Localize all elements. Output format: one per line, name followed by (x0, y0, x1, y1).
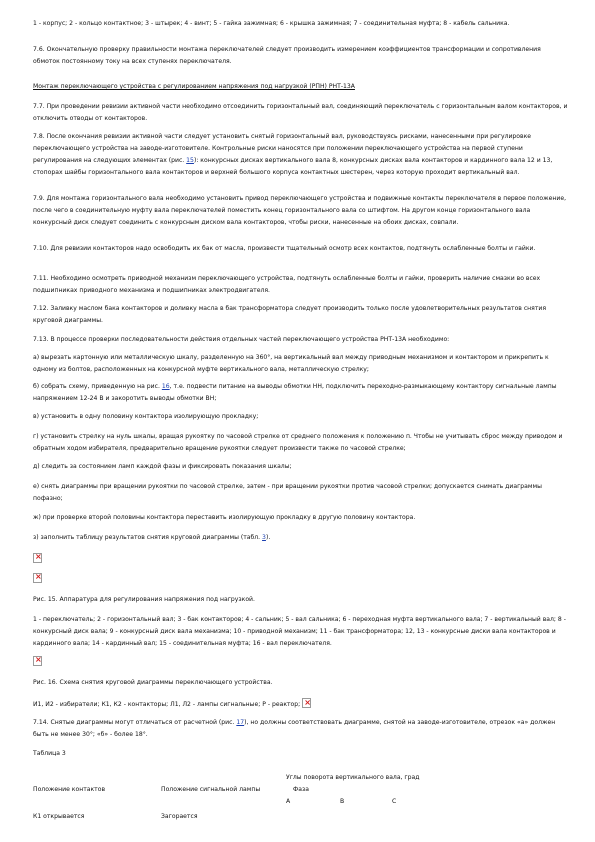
table-header-lamp: Положение сигнальной лампы (161, 786, 261, 793)
table-3-link[interactable]: 3 (262, 534, 266, 541)
table-row-1-contacts: К1 открывается (33, 813, 85, 820)
broken-image-icon (33, 553, 42, 563)
table-header-phase-c: C (392, 798, 397, 805)
paragraph-7-14-part-b: ), но должны соответствовать диаграмме, снятой на заводе-изготовителе, отрезок «а» должен быть не менее 30°; «б» - более 18°. (33, 719, 556, 738)
item-a-text: а) вырезать картонную или металлическую шкалу, разделенную на 360°, на вертикальный вал между приводным механизмом и контактором и прикрепить к одному из болтов, расположенных на конкурсной муфте вертикального вала, металлическую стрелку; (33, 354, 549, 373)
paragraph-7-11-text: 7.11. Необходимо осмотреть приводной механизм переключающего устройства, подтянуть ослабленные болты и гайки, проверить наличие смазки во всех подшипниках приводного механизма и подшипниках электродвигателя. (33, 275, 541, 294)
paragraph-7-6 (33, 44, 568, 68)
paragraph-7-12-text: 7.12. Заливку маслом бака контакторов и доливку масла в бак трансформатора следует производить только после удовлетворительных результатов снятия круговой диаграммы. (33, 305, 547, 324)
figure-15-legend-text: 1 - переключатель; 2 - горизонтальный вал; 3 - бак контакторов; 4 - сальник; 5 - вал сальника; 6 - переходная муфта вертикального вала; 7 - вертикальный вал; 8 - конкурсный диск вала; 9 - конкурсный диск вала механизма; 10 - приводной механизм; 11 - бак трансформатора; 12, 13 - конкурсные диски вала контакторов и кардинного вала; 14 - кардинный вал; 15 - соединительная муфта; 16 - вал переключателя. (33, 616, 566, 647)
paragraph-7-7-text: 7.7. При проведении ревизии активной части необходимо отсоединить горизонтальный вал, соединяющий переключатель с горизонтальным валом контакторов, и отключить отводы от контакторов. (33, 103, 568, 122)
paragraph-7-10 (33, 243, 568, 255)
item-z-part-a: з) заполнить таблицу результатов снятия круговой диаграммы (табл. (33, 534, 261, 541)
table-title-text: Таблица 3 (33, 750, 66, 757)
figure-17-link[interactable]: 17 (236, 719, 245, 726)
item-a (33, 352, 568, 376)
paragraph-7-14 (33, 717, 568, 741)
intro-legend-text: 1 - корпус; 2 - кольцо контактное; 3 - штырек; 4 - винт; 5 - гайка зажимная; 6 - крышка зажимная; 7 - соединительная муфта; 8 - кабель сальника. (33, 20, 510, 27)
paragraph-7-8-part-a: 7.8. После окончания ревизии активной части следует установить снятый горизонтальный вал, руководствуясь рисками, нанесенными при регулировке переключающего устройства на заводе-изготовителе. Контрольные риски наносятся при положении переключающего устройства на первой ступени регулирования на следующих элементах (рис. (33, 133, 532, 164)
broken-image-icon (33, 573, 42, 583)
item-b (33, 381, 568, 405)
figure-16-caption (33, 677, 568, 689)
section-heading (33, 81, 568, 93)
figure-15-caption-text: Рис. 15. Аппаратура для регулирования напряжения под нагрузкой. (33, 596, 255, 603)
section-heading-text: Монтаж переключающего устройства с регулированием напряжения под нагрузкой (РПН) РНТ-13А (33, 83, 355, 90)
table-header-angles: Углы поворота вертикального вала, град (286, 774, 420, 781)
paragraph-7-14-part-a: 7.14. Снятые диаграммы могут отличаться от расчетной (рис. (33, 719, 235, 726)
item-b-text (33, 381, 568, 405)
figure-16-legend-part: И1, И2 - избиратели; К1, К2 - контакторы; Л1, Л2 - лампы сигнальные; Р - реактор; (33, 701, 301, 708)
figure-15-legend (33, 614, 568, 650)
figure-15-caption (33, 594, 568, 606)
item-z-text (33, 532, 568, 544)
figure-16-link[interactable]: 16 (161, 383, 170, 390)
table-header-phase-b: B (340, 798, 345, 805)
paragraph-7-10-text: 7.10. Для ревизии контакторов надо освободить их бак от масла, произвести тщательный осмотр всех контактов, подтянуть ослабленные болты и гайки. (33, 245, 536, 252)
table-row-1-lamp: Загорается (161, 813, 198, 820)
figure-16-legend (33, 698, 568, 711)
paragraph-7-9 (33, 193, 568, 229)
paragraph-7-13 (33, 334, 568, 346)
paragraph-7-14-text (33, 717, 568, 741)
paragraph-7-8 (33, 131, 568, 179)
table-header-phase-a: A (286, 798, 291, 805)
paragraph-7-11 (33, 273, 568, 297)
item-g-text: г) установить стрелку на нуль шкалы, вращая рукоятку по часовой стрелке от среднего положения к положению п. Чтобы не учитывать сброс между приводом и обратным ходом избирателя, предварительно вращение рукоятки следует произвести также по часовой стрелке; (33, 433, 563, 452)
paragraph-7-12 (33, 303, 568, 327)
figure-16-caption-text: Рис. 16. Схема снятия круговой диаграммы переключающего устройства. (33, 679, 273, 686)
paragraph-7-7 (33, 101, 568, 125)
paragraph-7-13-text: 7.13. В процессе проверки последовательности действия отдельных частей переключающего устройства РНТ-13А необходимо: (33, 336, 450, 343)
item-z-part-b: ). (265, 534, 271, 541)
intro-legend (33, 18, 568, 30)
item-e-text: е) снять диаграммы при вращении рукоятки по часовой стрелке, затем - при вращении рукоятки против часовой стрелки; допускается снимать диаграммы пофазно; (33, 483, 542, 502)
item-z (33, 532, 568, 544)
item-d (33, 461, 568, 473)
paragraph-7-6-text: 7.6. Окончательную проверку правильности монтажа переключателей следует производить измерением коэффициентов трансформации и сопротивления обмоток постоянному току на всех ступенях переключателя. (33, 46, 541, 65)
table-header-phase: Фаза (293, 786, 309, 793)
item-zh-text: ж) при проверке второй половины контактора переставить изолирующую прокладку в другую половину контактора. (33, 514, 416, 521)
table-header-contacts: Положение контактов (33, 786, 106, 793)
figure-16-legend-text (33, 698, 568, 711)
item-v-text: в) установить в одну половину контактора изолирующую прокладку; (33, 413, 259, 420)
item-g (33, 431, 568, 455)
item-v (33, 411, 568, 423)
paragraph-7-8-part-b: ): конкурсных дисках вертикального вала 8, конкурсных дисках вала контакторов и кардинного вала 12 и 13, стопорах шайбы горизонтального вала контакторов и верхней большого корпуса контактных шестерен, через которую проходит вертикальный вал. (33, 157, 553, 176)
item-d-text: д) следить за состоянием ламп каждой фазы и фиксировать показания шкалы; (33, 463, 292, 470)
paragraph-7-8-text (33, 131, 568, 179)
broken-image-icon (302, 698, 311, 708)
item-zh (33, 512, 568, 524)
table-title (33, 748, 568, 760)
paragraph-7-9-text: 7.9. Для монтажа горизонтального вала необходимо установить привод переключающего устройства и подвижные контакты переключателя в первое положение, после чего в соединительную муфту вала переключателей поместить конец горизонтального вала со штифтом. На другом конце горизонтального вала конкурсный диск следует соединить с конкурсным диском вала контакторов, чтобы риски, нанесенные на обоих дисках, совпали. (33, 195, 567, 226)
broken-image-icon (33, 656, 42, 666)
item-e (33, 481, 568, 505)
item-b-part-b: , т.е. подвести питание на выводы обмотки НН, подключить переходно-размыкающему контактору сигнальные лампы напряжением 12-24 В и закоротить выводы обмотки ВН; (33, 383, 557, 402)
item-b-part-a: б) собрать схему, приведенную на рис. (33, 383, 160, 390)
figure-15-link[interactable]: 15 (186, 157, 194, 164)
